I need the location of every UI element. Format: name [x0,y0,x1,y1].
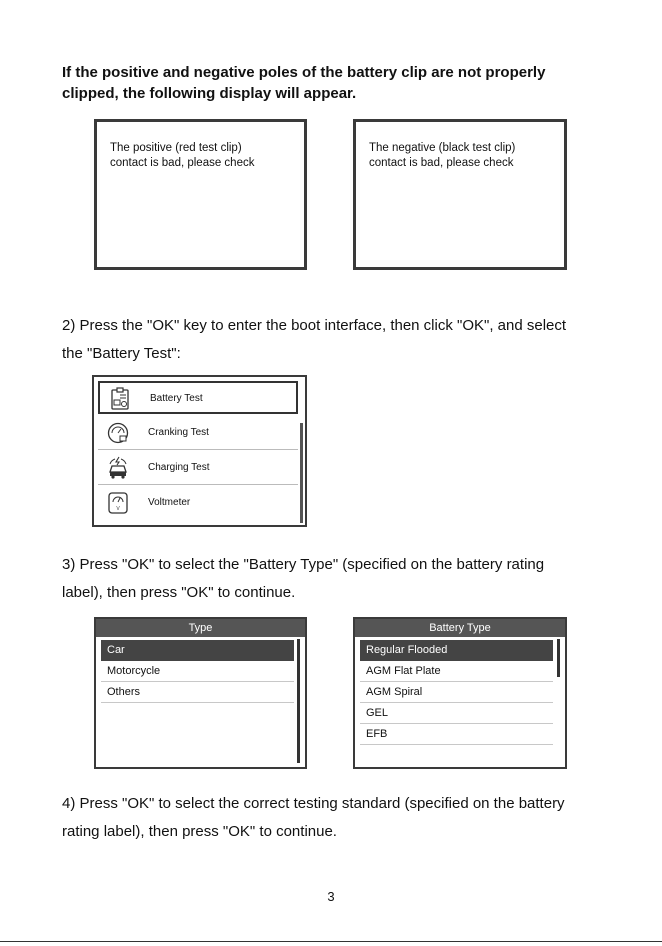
step2-line-2: the "Battery Test": [62,345,181,362]
negative-clip-screen [353,119,567,270]
step4-line-2: rating label), then press "OK" to continue. [62,823,337,840]
menu-item-label: Voltmeter [148,497,191,508]
intro-line-2: clipped, the following display will appear. [62,85,357,102]
step3-line-2: label), then press "OK" to continue. [62,584,296,601]
battery-type-list-scrollbar[interactable] [557,639,560,677]
battery-option-agm-flat-plate[interactable]: AGM Flat Plate [360,661,553,682]
menu-item-charging-test[interactable] [98,452,298,485]
intro-line-1: If the positive and negative poles of the battery clip are not properly [62,64,546,81]
battery-option-agm-spiral[interactable]: AGM Spiral [360,682,553,703]
step3-line-1: 3) Press "OK" to select the "Battery Type" (specified on the battery rating [62,556,545,573]
menu-item-battery-test[interactable] [98,381,298,414]
menu-item-cranking-test[interactable] [98,417,298,450]
menu-scrollbar[interactable] [300,423,303,523]
menu-item-label: Charging Test [148,462,210,473]
type-list-screen [94,617,307,769]
page-number: 3 [327,889,335,904]
type-option-car[interactable]: Car [101,640,294,661]
positive-clip-message: The positive (red test clip) contact is bad, please check [110,142,255,169]
battery-option-regular-flooded[interactable]: Regular Flooded [360,640,553,661]
battery-test-icon [109,387,131,411]
battery-type-list-header: Battery Type [355,619,565,637]
menu-item-label: Cranking Test [148,427,209,438]
type-list-header: Type [96,619,305,637]
svg-text:V: V [116,506,120,512]
cranking-test-icon [107,421,129,445]
voltmeter-icon [107,491,129,515]
type-option-motorcycle[interactable]: Motorcycle [101,661,294,682]
menu-item-label: Battery Test [150,393,203,404]
battery-option-efb[interactable]: EFB [360,724,553,745]
footer-rule [0,941,662,942]
positive-clip-screen [94,119,307,270]
charging-test-icon [107,456,129,480]
type-option-others[interactable]: Others [101,682,294,703]
type-list-scrollbar[interactable] [297,639,300,763]
step2-line-1: 2) Press the "OK" key to enter the boot interface, then click "OK", and select [62,317,567,334]
battery-type-list-screen [353,617,567,769]
negative-clip-message: The negative (black test clip) contact is bad, please check [369,142,516,169]
main-menu [92,375,307,527]
menu-item-voltmeter[interactable] [98,487,298,520]
battery-option-gel[interactable]: GEL [360,703,553,724]
step4-line-1: 4) Press "OK" to select the correct testing standard (specified on the battery [62,795,565,812]
